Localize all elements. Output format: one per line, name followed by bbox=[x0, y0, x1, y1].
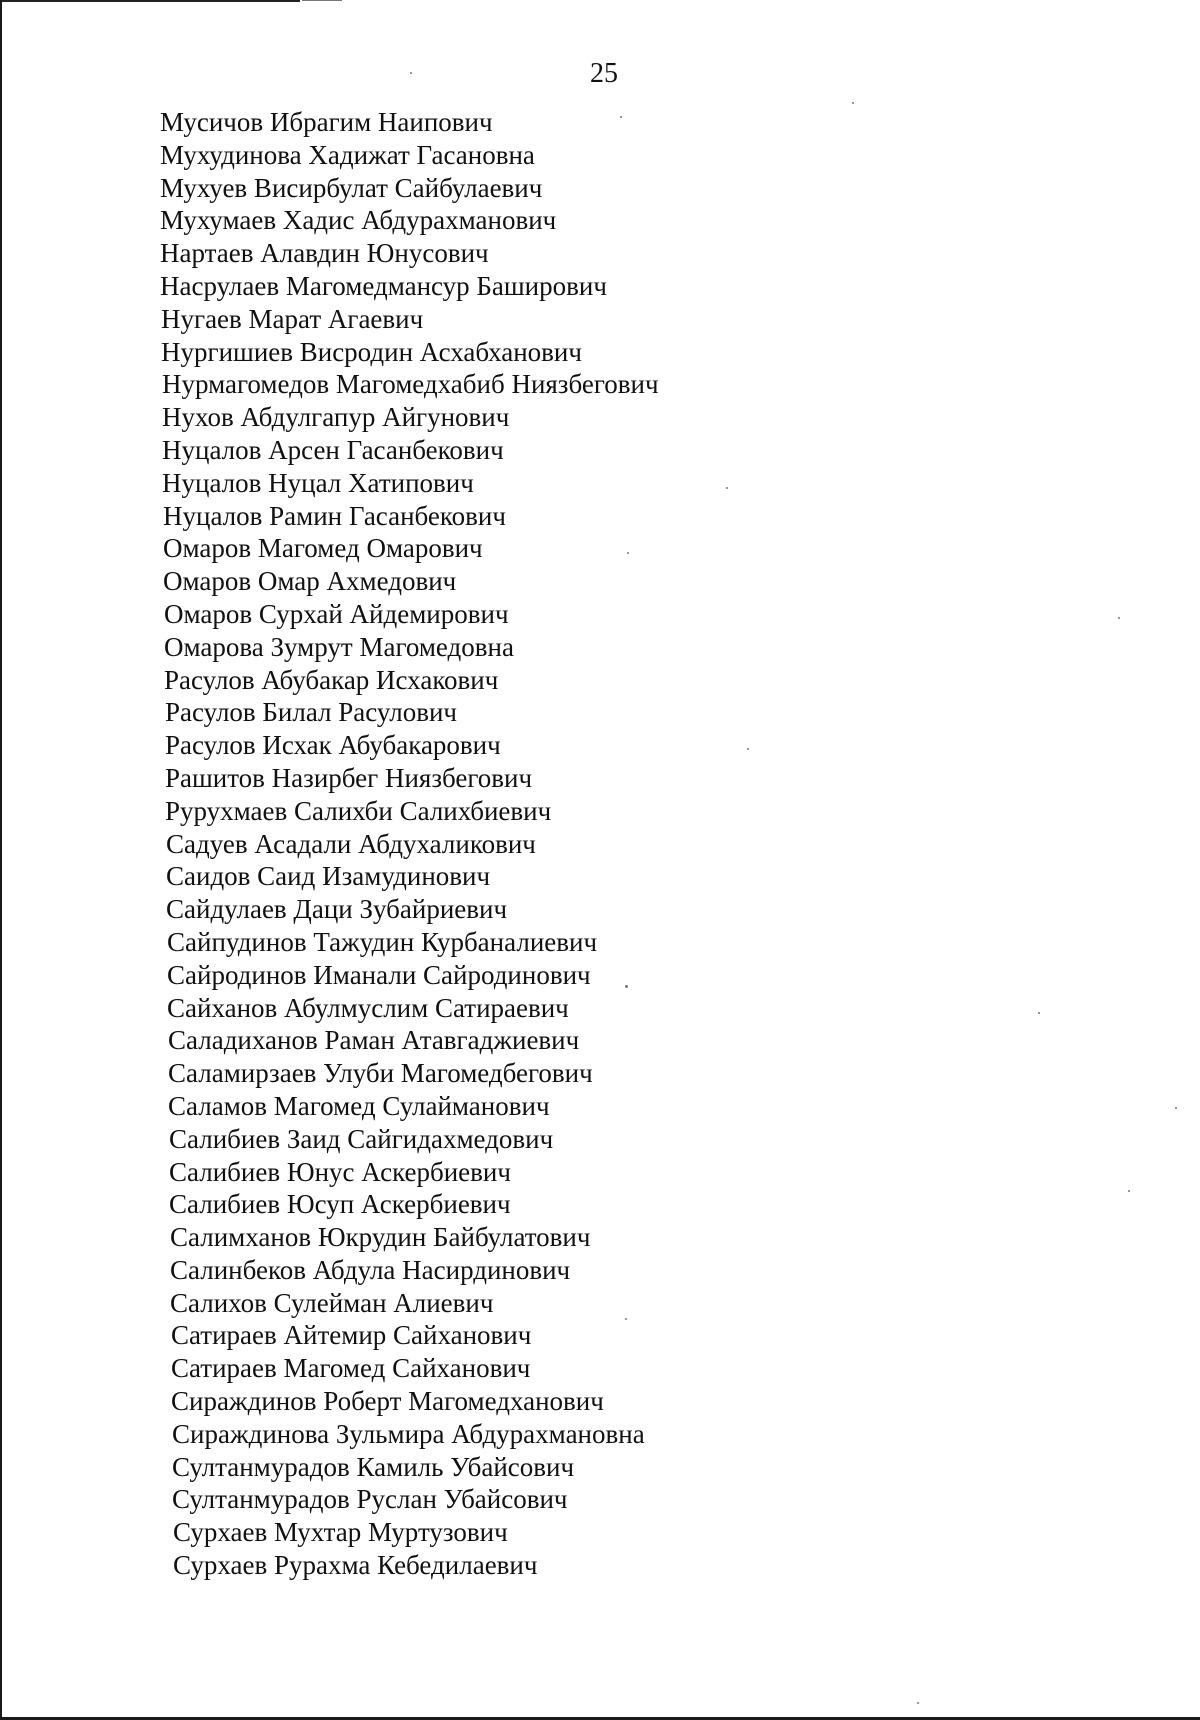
name-item: Сатираев Айтемир Сайханович bbox=[171, 1320, 532, 1351]
scan-edge-top bbox=[0, 0, 300, 2]
name-item: Расулов Исхак Абубакарович bbox=[165, 730, 501, 761]
name-item: Мухумаев Хадис Абдурахманович bbox=[160, 205, 557, 236]
scan-speck bbox=[726, 487, 728, 489]
name-item: Омаров Сурхай Айдемирович bbox=[164, 598, 509, 629]
scan-edge-top-dash bbox=[302, 0, 342, 1]
name-item: Саламов Магомед Сулайманович bbox=[168, 1090, 550, 1121]
name-item: Султанмурадов Камиль Убайсович bbox=[172, 1451, 575, 1482]
name-item: Салихов Сулейман Алиевич bbox=[170, 1287, 494, 1318]
name-item: Салибиев Юсуп Аскербиевич bbox=[169, 1189, 511, 1220]
scan-speck bbox=[917, 1702, 919, 1704]
name-item: Сатираев Магомед Сайханович bbox=[171, 1353, 531, 1384]
names-list bbox=[0, 106, 659, 1582]
name-item: Салибиев Заид Сайгидахмедович bbox=[169, 1123, 554, 1154]
name-item: Мухудинова Хадижат Гасановна bbox=[160, 139, 535, 170]
name-item: Сайродинов Иманали Сайродинович bbox=[167, 959, 591, 990]
name-item: Сайдулаев Даци Зубайриевич bbox=[166, 894, 508, 925]
name-item: Нартаев Алавдин Юнусович bbox=[160, 238, 489, 269]
scan-speck bbox=[747, 748, 749, 750]
name-item: Сираждинова Зульмира Абдурахмановна bbox=[172, 1418, 645, 1449]
scan-speck bbox=[852, 102, 854, 104]
name-item: Сайханов Абулмуслим Сатираевич bbox=[167, 992, 569, 1023]
name-item: Омарова Зумрут Магомедовна bbox=[164, 631, 514, 662]
scan-speck bbox=[1128, 1190, 1130, 1192]
name-item: Мусичов Ибрагим Наипович bbox=[160, 107, 493, 137]
name-item: Нугаев Марат Агаевич bbox=[161, 303, 424, 334]
name-item: Мухуев Висирбулат Сайбулаевич bbox=[160, 172, 543, 203]
name-item: Салимханов Юкрудин Байбулатович bbox=[170, 1222, 591, 1253]
name-item: Нухов Абдулгапур Айгунович bbox=[162, 402, 510, 433]
name-item: Саламирзаев Улуби Магомедбегович bbox=[168, 1058, 593, 1089]
name-item: Салибиев Юнус Аскербиевич bbox=[169, 1156, 511, 1187]
name-item: Расулов Билал Расулович bbox=[165, 697, 457, 728]
name-item: Нуцалов Рамин Гасанбекович bbox=[163, 500, 506, 531]
name-item: Нургишиев Висродин Асхабханович bbox=[161, 336, 582, 367]
name-item: Нуцалов Нуцал Хатипович bbox=[162, 467, 474, 498]
scan-speck bbox=[410, 72, 412, 74]
page-number: 25 bbox=[590, 58, 618, 89]
name-item: Салинбеков Абдула Насирдинович bbox=[170, 1254, 571, 1285]
name-item: Султанмурадов Руслан Убайсович bbox=[172, 1484, 568, 1515]
name-item: Омаров Магомед Омарович bbox=[163, 533, 483, 564]
name-item: Нуцалов Арсен Гасанбекович bbox=[162, 434, 504, 465]
name-item: Сираждинов Роберт Магомедханович bbox=[171, 1386, 604, 1417]
scan-speck bbox=[1118, 617, 1120, 619]
name-item: Сурхаев Рурахма Кебедилаевич bbox=[173, 1550, 538, 1581]
name-item: Насрулаев Магомедмансур Баширович bbox=[160, 270, 607, 301]
scan-speck bbox=[1175, 1107, 1177, 1109]
name-item: Рурухмаев Салихби Салихбиевич bbox=[165, 795, 552, 826]
name-item: Садуев Асадали Абдухаликович bbox=[166, 828, 536, 859]
name-item: Расулов Абубакар Исхакович bbox=[164, 664, 499, 695]
name-item: Сайпудинов Тажудин Курбаналиевич bbox=[167, 926, 598, 957]
scan-speck bbox=[1038, 1012, 1040, 1014]
name-item: Нурмагомедов Магомедхабиб Ниязбегович bbox=[162, 369, 659, 400]
name-item: Рашитов Назирбег Ниязбегович bbox=[165, 762, 533, 793]
name-item: Саидов Саид Изамудинович bbox=[166, 861, 491, 892]
name-item: Саладиханов Раман Атавгаджиевич bbox=[168, 1025, 580, 1056]
name-item: Сурхаев Мухтар Муртузович bbox=[173, 1517, 508, 1548]
name-item: Омаров Омар Ахмедович bbox=[163, 566, 457, 597]
